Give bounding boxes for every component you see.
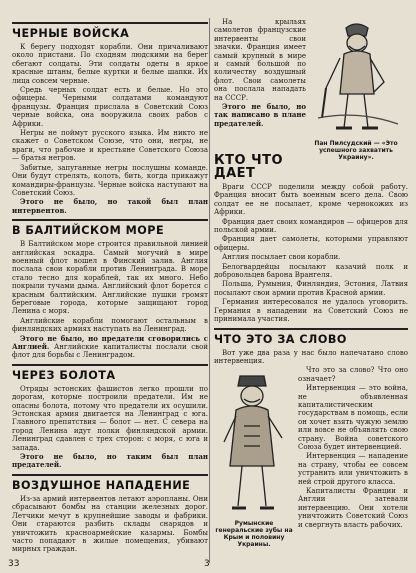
paragraph: К берегу подходят корабли. Они причаливают около пристани. По сходням людскими на берег сбегают солдаты. Эти солдаты одеты в яркое красные штаны, белые куртки и белые шапки. Их лица совсем черные. bbox=[12, 43, 208, 85]
section-baltic-sea bbox=[12, 219, 208, 360]
paragraph: Средь черных солдат есть и белые. Но это офицеры. Черными солдатами командуют французы. Франция прислала в Советский Союз черные войска, она вооружила своих рабов с Африки. bbox=[12, 86, 208, 128]
paragraph: На крыльях самолетов французские интервенты свои значки. Франция имеет самый крупный в мире и самый большой по количеству воздушный флот. Свои самолеты она послала нападать на СССР. bbox=[214, 18, 306, 102]
pilsudski-caricature-icon bbox=[306, 18, 406, 136]
section-title: ВОЗДУШНОЕ НАПАДЕНИЕ bbox=[12, 474, 208, 492]
paragraph: Франция дает своих командиров — офицеров для польской армии. bbox=[214, 217, 408, 235]
illustration-caption: Румынские генеральские зубы на Крым и половину Украины. bbox=[215, 520, 293, 549]
section-title: ЧТО ЭТО ЗА СЛОВО bbox=[214, 328, 408, 346]
paragraph: Забитые, запуганные негры послушны команде. Они будут стрелять, колоть, бить, когда прикажут командиры-французы. Черные войска наступают на Советский Союз. bbox=[12, 163, 208, 197]
paragraph: Франция дает самолеты, которыми управляют офицеры. bbox=[214, 235, 408, 252]
paragraph: Интервенция — это война, не объявленная капиталистическим государствам в помощь, если он хочет взять чужую землю или вовсе не объявлять свою страну. Война советского Союза будет интервенцией. bbox=[298, 384, 408, 451]
paragraph: Интервенция — нападение на страну, чтобы ее совсем устранить или уничтожить в ней строй другого класса. bbox=[298, 452, 408, 486]
intro-text bbox=[214, 18, 306, 150]
paragraph: Вот уже два раза у нас было напечатано слово интервенция. bbox=[214, 348, 408, 365]
section-what-word bbox=[214, 328, 408, 549]
paragraph-tail: Английские капиталисты послали свой флот для борьбы с Ленинградом. bbox=[12, 343, 208, 360]
paragraph: Враги СССР поделили между собой работу. Франция вносит быть военным всего дела. Свою солдат ее не посылает, кроме чернокожих из Африки. bbox=[214, 183, 408, 217]
word-text bbox=[294, 366, 408, 536]
paragraph: Капиталисты Франции и Англии затевали интервенцию. Они хотели уничтожить Советский Союз и свергнуть власть рабочих. bbox=[298, 487, 408, 529]
paragraph: Негры не поймут русского языка. Им никто не скажет о Советском Союзе, что они, негры, не враги, что рабочие и крестьяне Советского Союза — братья негров. bbox=[12, 129, 208, 163]
page-number-left: 33 bbox=[8, 559, 20, 569]
section-who-gives-what bbox=[214, 154, 408, 324]
paragraph: В Балтийском море строится правильной линией английская эскадра. Самый могучий в мире военный флот вошел в Финский залив. Англия послала свои корабли против Ленинграда. В море стало тесно для кораблей, так их много. Небо покрыли тучами дыма. Английский флот борется с красным балтийским. Английские пушки громят береговые города, которые защищают город Ленина с моря. bbox=[12, 240, 208, 316]
section-title: КТО ЧТО ДАЕТ bbox=[214, 153, 283, 181]
paragraph: Англия посылает свои корабли. bbox=[222, 253, 341, 262]
section-title: ЧЕРЕЗ БОЛОТА bbox=[12, 364, 208, 382]
paragraph: Что это за слово? Что оно означает? bbox=[298, 366, 408, 383]
column-divider bbox=[209, 18, 210, 563]
section-black-troops bbox=[12, 22, 208, 215]
paragraph: Из-за армий интервентов летают аэропланы. Они сбрасывают бомбы на станции железных дорог. Летчики мечут в крупнейшие заводы и фабрики. Они стараются разбить склады снарядов и уничтожить красноармейские казармы. Бомбы часто попадают в жилые помещения, убивают мирных граждан. bbox=[12, 494, 208, 554]
bold-note: Этого не было, но таким был план предателей. bbox=[12, 452, 208, 470]
bold-note: Этого не было, но такой был план интервентов. bbox=[12, 197, 208, 215]
bold-note: Этого не было, но так написано в плане предателей. bbox=[214, 102, 306, 128]
right-column bbox=[214, 18, 408, 549]
bold-note: Этого не было, но предатели сговорились с Англией. bbox=[12, 333, 208, 351]
illustration-pilsudski bbox=[306, 18, 406, 161]
word-block bbox=[214, 366, 408, 549]
section-title: В БАЛТИЙСКОМ МОРЕ bbox=[12, 219, 208, 237]
paragraph bbox=[12, 335, 208, 360]
section-air-attack bbox=[12, 474, 208, 554]
section-through-swamps bbox=[12, 364, 208, 470]
paragraph: Германия интересовался не удалось уговорить. Германия в нападении на Советский Союз не принимала участия. bbox=[214, 298, 408, 324]
page-number-right: 3 bbox=[204, 559, 210, 569]
left-column bbox=[12, 18, 208, 558]
general-caricature-icon bbox=[214, 366, 294, 516]
paragraph: Польша, Румыния, Финляндия, Эстония, Латвия посылают свои армии против Красной армии. bbox=[214, 280, 408, 297]
paragraph: Английские корабли помогают остальным в финляндских армиях наступать на Ленинград. bbox=[12, 316, 208, 334]
paragraph: Отряды эстонских фашистов легко прошли по дорогам, которые построили предатели. Им не опасны болота, потому что предатели их осушили. Эстонская армия двигается на Ленинград с юга. Главного препятствия — болот — нет. С севера на город Ленина идут полки финляндской армии. Ленинград сдавлен с трех сторон: с моря, с юга и запада. bbox=[12, 384, 208, 452]
illustration-romanian-general bbox=[214, 366, 294, 549]
paragraph: Белогвардейцы посылают казачий полк и добровольцев барона Врангеля. bbox=[214, 262, 408, 280]
illustration-caption: Пан Пилсудский — «Это успешного захватить Украину». bbox=[314, 140, 398, 161]
intro-block bbox=[214, 18, 408, 161]
section-title: ЧЕРНЫЕ ВОЙСКА bbox=[12, 22, 208, 40]
